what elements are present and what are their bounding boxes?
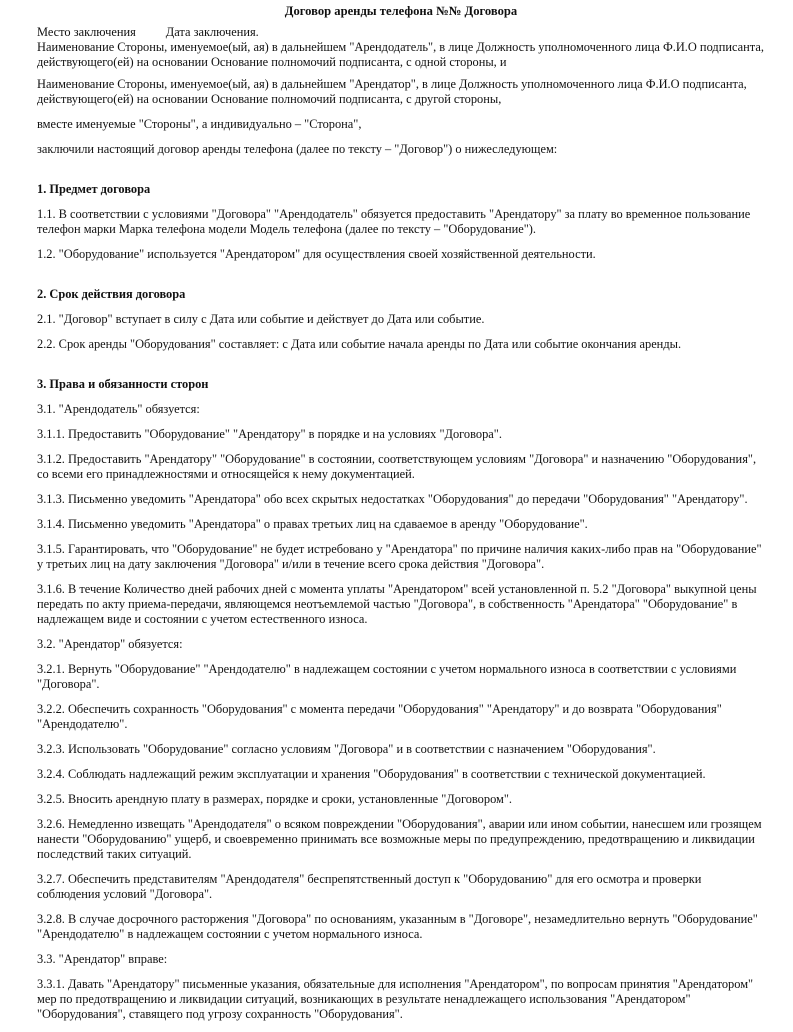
clause-3-3: 3.3. "Арендатор" вправе:	[37, 952, 168, 966]
document-title: Договор аренды телефона №№ Договора	[284, 4, 518, 18]
clause-3-3-1: 3.3.1. Давать "Арендатору" письменные указания, обязательные для исполнения "Арендатором", по вопросам принятия "Арендатором" мер по предотвращению и ликвидации ситуаций, возникающих в результате ненадлежащего использования "Арендатором" "Оборудования", ставящего под угрозу сохранность "Оборудования".	[37, 977, 754, 1021]
intro-concluded: заключили настоящий договор аренды телефона (далее по тексту – "Договор") о нижеследующем:	[37, 142, 558, 156]
clause-3-1-5: 3.1.5. Гарантировать, что "Оборудование" не будет истребовано у "Арендатора" по причине наличия каких-либо прав на "Оборудование" у третьих лиц на дату заключения "Договора" и/или в течение всего срока действия "Договора".	[37, 542, 762, 571]
clause-3-1-3: 3.1.3. Письменно уведомить "Арендатора" обо всех скрытых недостатках "Оборудования" до передачи "Оборудования" "Арендатору".	[37, 492, 748, 506]
clause-3-2-1: 3.2.1. Вернуть "Оборудование" "Арендодателю" в надлежащем состоянии с учетом нормального износа в соответствии с условиями "Договора".	[37, 662, 737, 691]
section-3-title: 3. Права и обязанности сторон	[37, 377, 209, 391]
intro-party2: Наименование Стороны, именуемое(ый, ая) в дальнейшем "Арендатор", в лице Должность уполномоченного лица Ф.И.О подписанта, действующего(ей) на основании Основание полномочий подписанта, с другой стороны,	[37, 77, 747, 106]
clause-3-2-5: 3.2.5. Вносить арендную плату в размерах, порядке и сроки, установленные "Договором".	[37, 792, 513, 806]
clause-3-1-2: 3.1.2. Предоставить "Арендатору" "Оборудование" в состоянии, соответствующем условиям "Договора" и назначению "Оборудования", со всеми его принадлежностями и относящейся к нему документацией.	[37, 452, 757, 481]
document-page	[37, 4, 765, 1032]
clause-3-2-6: 3.2.6. Немедленно извещать "Арендодателя" о всяком повреждении "Оборудования", аварии или ином событии, нанесшем или грозящем нанести "Оборудованию" ущерб, и своевременно принимать все возможные меры по предупреждению, предотвращению и ликвидации последствий таких ситуаций.	[37, 817, 762, 861]
clause-3-2-4: 3.2.4. Соблюдать надлежащий режим эксплуатации и хранения "Оборудования" в соответствии с технической документацией.	[37, 767, 706, 781]
clause-3-1-6: 3.1.6. В течение Количество дней рабочих дней с момента уплаты "Арендатором" всей установленной п. 5.2 "Договора" выкупной цены передать по акту приема-передачи, являющемся неотъемлемой частью "Договора", в собственность "Арендатора" "Оборудование" в надлежащем виде и состоянии с учетом естественного износа.	[37, 582, 757, 626]
clause-1-2: 1.2. "Оборудование" используется "Арендатором" для осуществления своей хозяйственной деятельности.	[37, 247, 596, 261]
clause-3-1-1: 3.1.1. Предоставить "Оборудование" "Арендатору" в порядке и на условиях "Договора".	[37, 427, 502, 441]
clause-1-1: 1.1. В соответствии с условиями "Договора" "Арендодатель" обязуется предоставить "Арендатору" за плату во временное пользование телефон марки Марка телефона модели Модель телефона (далее по тексту – "Оборудование").	[37, 207, 751, 236]
clause-3-2-7: 3.2.7. Обеспечить представителям "Арендодателя" беспрепятственный доступ к "Оборудованию" для его осмотра и проверки соблюдения условий "Договора".	[37, 872, 702, 901]
section-1-title: 1. Предмет договора	[37, 182, 151, 196]
intro-party1: Наименование Стороны, именуемое(ый, ая) в дальнейшем "Арендодатель", в лице Должность уполномоченного лица Ф.И.О подписанта, действующего(ей) на основании Основание полномочий подписанта, с одной стороны, и	[37, 40, 764, 69]
intro-together: вместе именуемые "Стороны", а индивидуально – "Сторона",	[37, 117, 362, 131]
place-date-line	[37, 25, 765, 40]
clause-3-1-4: 3.1.4. Письменно уведомить "Арендатора" о правах третьих лиц на сдаваемое в аренду "Оборудование".	[37, 517, 588, 531]
clause-3-2-3: 3.2.3. Использовать "Оборудование" согласно условиям "Договора" и в соответствии с назначением "Оборудования".	[37, 742, 656, 756]
clause-3-2-2: 3.2.2. Обеспечить сохранность "Оборудования" с момента передачи "Оборудования" "Арендатору" и до возврата "Оборудования" "Арендодателю".	[37, 702, 722, 731]
section-2-title: 2. Срок действия договора	[37, 287, 186, 301]
clause-2-2: 2.2. Срок аренды "Оборудования" составляет: с Дата или событие начала аренды по Дата или событие окончания аренды.	[37, 337, 682, 351]
clause-2-1: 2.1. "Договор" вступает в силу с Дата или событие и действует до Дата или событие.	[37, 312, 485, 326]
date-label: Дата заключения.	[165, 25, 259, 39]
clause-3-2-8: 3.2.8. В случае досрочного расторжения "Договора" по основаниям, указанным в "Договоре", незамедлительно вернуть "Оборудование" "Арендодателю" в надлежащем состоянии с учетом нормального износа.	[37, 912, 758, 941]
clause-3-2: 3.2. "Арендатор" обязуется:	[37, 637, 183, 651]
place-label: Место заключения	[37, 25, 136, 39]
clause-3-1: 3.1. "Арендодатель" обязуется:	[37, 402, 200, 416]
